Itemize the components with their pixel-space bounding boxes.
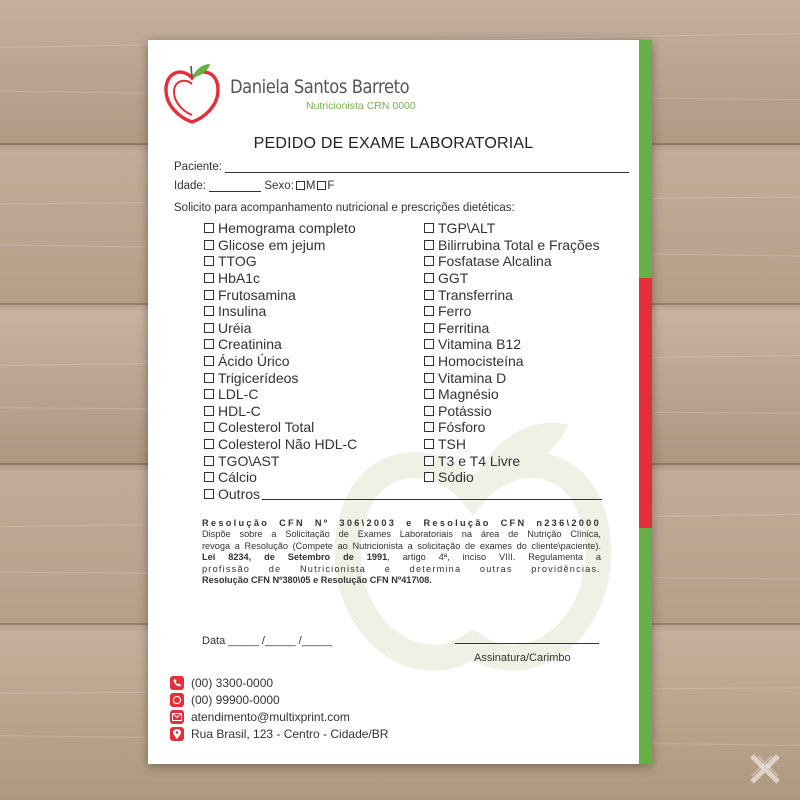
legal-line: Resolução CFN Nº 306\2003 e Resolução CFN n236\2000 (202, 518, 601, 528)
exam-checkbox[interactable] (424, 456, 434, 466)
exam-item[interactable]: Insulina (204, 303, 602, 320)
exam-item[interactable]: Colesterol Não HDL-C (204, 436, 602, 453)
exam-item[interactable]: Homocisteína (424, 353, 600, 370)
exam-item[interactable]: Bilirrubina Total e Frações (424, 237, 600, 254)
brand-subtitle: Nutricionista CRN 0000 (306, 100, 416, 112)
exam-checkbox[interactable] (424, 439, 434, 449)
multix-x-icon (748, 752, 782, 786)
exam-item[interactable]: Magnésio (424, 386, 600, 403)
idade-sexo-row (174, 180, 334, 192)
exam-checkbox[interactable] (424, 290, 434, 300)
intro-text: Solicito para acompanhamento nutricional e prescrições dietéticas: (174, 202, 515, 214)
brand-name: Daniela Santos Barreto (230, 76, 410, 98)
exam-checkbox[interactable] (204, 422, 214, 432)
paciente-field[interactable] (225, 162, 629, 173)
exam-checkbox[interactable] (424, 306, 434, 316)
exam-item[interactable]: HDL-C (204, 403, 602, 420)
exam-item[interactable]: TTOG (204, 253, 602, 270)
exam-item[interactable]: Colesterol Total (204, 419, 602, 436)
exam-checkbox[interactable] (424, 223, 434, 233)
exam-checkbox[interactable] (204, 273, 214, 283)
paciente-row (174, 161, 629, 173)
exam-checkbox[interactable] (424, 256, 434, 266)
email-icon (170, 710, 184, 724)
exam-item[interactable]: TGP\ALT (424, 220, 600, 237)
exam-checkbox[interactable] (204, 356, 214, 366)
exam-item[interactable]: Uréia (204, 320, 602, 337)
legal-line: revoga a Resolução (Compete ao Nutricionista a solicitação de exames do cliente\paciente). (202, 540, 601, 551)
contact-whatsapp: (00) 99900-0000 (170, 692, 280, 707)
exam-item[interactable]: Trigicerídeos (204, 369, 602, 386)
location-pin-icon (170, 727, 184, 741)
sexo-f-checkbox[interactable] (317, 181, 326, 190)
whatsapp-icon (170, 693, 184, 707)
contact-address: Rua Brasil, 123 - Centro - Cidade/BR (170, 726, 388, 741)
legal-line: Lei 8234, de Setembro de 1991, artigo 4ª, inciso VIII. Regulamenta a (202, 552, 601, 563)
paciente-label: Paciente: (174, 161, 222, 173)
legal-line: Dispõe sobre a Solicitação de Exames Laboratoriais na área de Nutrição Clínica, (202, 529, 601, 540)
sexo-m-label: M (305, 180, 316, 192)
exam-checkbox[interactable] (424, 273, 434, 283)
exam-list-right (424, 220, 600, 486)
exam-item[interactable]: Hemograma completo (204, 220, 602, 237)
legal-notice (202, 518, 601, 586)
exam-item[interactable]: Ferritina (424, 320, 600, 337)
exam-checkbox[interactable] (424, 406, 434, 416)
page-title: PEDIDO DE EXAME LABORATORIAL (253, 135, 534, 152)
exam-checkbox[interactable] (424, 422, 434, 432)
green-stripe-top (639, 40, 652, 278)
exam-item[interactable]: T3 e T4 Livre (424, 452, 600, 469)
exam-item[interactable]: Cálcio (204, 469, 602, 486)
exam-checkbox[interactable] (204, 489, 214, 499)
apple-heart-icon (162, 58, 222, 124)
exam-item[interactable]: Ácido Úrico (204, 353, 602, 370)
exam-checkbox[interactable] (204, 306, 214, 316)
sexo-label: Sexo: (264, 180, 294, 192)
exam-checkbox[interactable] (424, 356, 434, 366)
exam-checkbox[interactable] (204, 472, 214, 482)
exam-item[interactable]: Creatinina (204, 336, 602, 353)
exam-checkbox[interactable] (424, 339, 434, 349)
legal-line: Resolução CFN Nº380\05 e Resolução CFN Nº417\08. (202, 575, 432, 586)
exam-item[interactable]: TGO\AST (204, 452, 602, 469)
exam-item[interactable]: Fosfatase Alcalina (424, 253, 600, 270)
exam-item[interactable]: Vitamina D (424, 369, 600, 386)
phone-icon (170, 676, 184, 690)
contact-email: atendimento@multixprint.com (170, 709, 350, 724)
exam-checkbox[interactable] (204, 389, 214, 399)
exam-item[interactable]: Vitamina B12 (424, 336, 600, 353)
exam-checkbox[interactable] (204, 439, 214, 449)
outros-field[interactable] (262, 488, 602, 500)
exam-checkbox[interactable] (424, 373, 434, 383)
exam-checkbox[interactable] (424, 240, 434, 250)
exam-checkbox[interactable] (204, 223, 214, 233)
date-field[interactable]: Data _____ /_____ /_____ (202, 635, 333, 647)
exam-item[interactable]: Fósforo (424, 419, 600, 436)
sexo-m-checkbox[interactable] (296, 181, 305, 190)
exam-checkbox[interactable] (204, 339, 214, 349)
exam-item[interactable]: Transferrina (424, 286, 600, 303)
exam-item[interactable]: TSH (424, 436, 600, 453)
exam-item[interactable]: Sódio (424, 469, 600, 486)
exam-item[interactable]: Potássio (424, 403, 600, 420)
exam-checkbox[interactable] (424, 472, 434, 482)
exam-item[interactable]: LDL-C (204, 386, 602, 403)
idade-label: Idade: (174, 180, 206, 192)
exam-checkbox[interactable] (204, 256, 214, 266)
signature-label: Assinatura/Carimbo (474, 652, 571, 664)
exam-checkbox[interactable] (204, 373, 214, 383)
exam-item[interactable]: Ferro (424, 303, 600, 320)
exam-item[interactable]: Glicose em jejum (204, 237, 602, 254)
exam-checkbox[interactable] (204, 456, 214, 466)
red-stripe (639, 278, 652, 528)
exam-checkbox[interactable] (204, 290, 214, 300)
sexo-f-label: F (327, 180, 335, 192)
exam-checkbox[interactable] (424, 389, 434, 399)
exam-checkbox[interactable] (204, 240, 214, 250)
exam-checkbox[interactable] (424, 323, 434, 333)
idade-field[interactable] (209, 181, 261, 192)
exam-item[interactable]: GGT (424, 270, 600, 287)
exam-checkbox[interactable] (204, 323, 214, 333)
signature-line[interactable] (455, 643, 599, 644)
legal-line: profissão de Nutricionista e determina outras providências. (202, 563, 601, 574)
exam-checkbox[interactable] (204, 406, 214, 416)
exam-item-outros[interactable]: Outros (204, 486, 602, 503)
form-sheet (148, 40, 652, 764)
green-stripe-bottom (639, 528, 652, 764)
contact-phone: (00) 3300-0000 (170, 675, 273, 690)
exam-item[interactable]: Frutosamina (204, 286, 602, 303)
exam-item[interactable]: HbA1c (204, 270, 602, 287)
